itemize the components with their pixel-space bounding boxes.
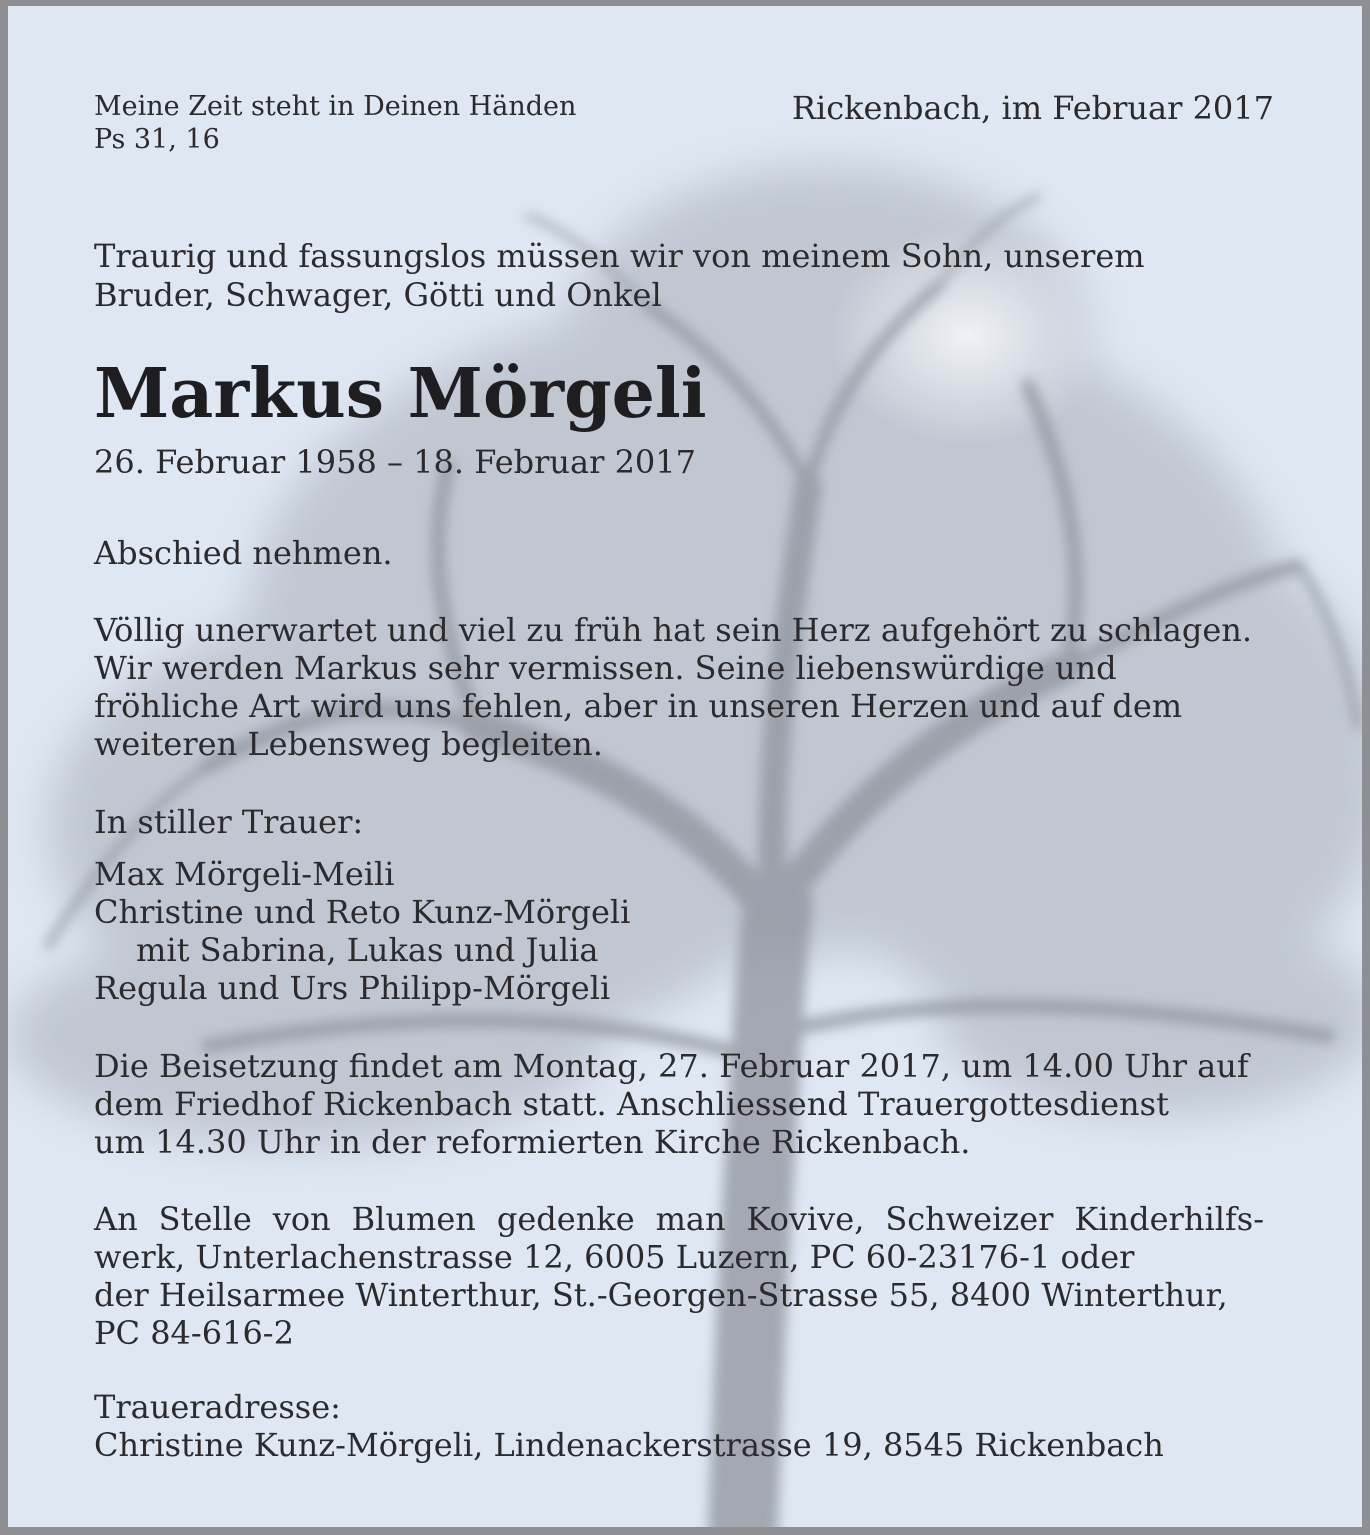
funeral-line-3: um 14.30 Uhr in der reformierten Kirche Rickenbach. [94, 1123, 971, 1161]
message-line-2: Wir werden Markus sehr vermissen. Seine liebenswürdige und [94, 649, 1117, 687]
intro-line-1: Traurig und fassungslos müssen wir von meinem Sohn, unserem [94, 237, 1145, 275]
intro-line-2: Bruder, Schwager, Götti und Onkel [94, 276, 662, 314]
mourner-name: Max Mörgeli-Meili [94, 855, 395, 893]
deceased-name: Markus Mörgeli [94, 354, 707, 434]
obituary-card [8, 6, 1362, 1527]
address-line: Christine Kunz-Mörgeli, Lindenackerstrasse 19, 8545 Rickenbach [94, 1426, 1164, 1464]
mourner-name-children: mit Sabrina, Lukas und Julia [136, 931, 599, 969]
donation-line-2: werk, Unterlachenstrasse 12, 6005 Luzern, PC 60-23176-1 oder [94, 1238, 1135, 1276]
funeral-line-2: dem Friedhof Rickenbach statt. Anschliessend Trauergottesdienst [94, 1085, 1169, 1123]
farewell-line: Abschied nehmen. [94, 534, 393, 572]
motto-reference: Ps 31, 16 [94, 124, 220, 155]
message-line-3: fröhliche Art wird uns fehlen, aber in unseren Herzen und auf dem [94, 687, 1183, 725]
funeral-line-1: Die Beisetzung findet am Montag, 27. Februar 2017, um 14.00 Uhr auf [94, 1047, 1249, 1085]
mourner-name: Christine und Reto Kunz-Mörgeli [94, 893, 631, 931]
address-heading: Traueradresse: [94, 1388, 341, 1426]
life-dates: 26. Februar 1958 – 18. Februar 2017 [94, 443, 696, 481]
motto-verse: Meine Zeit steht in Deinen Händen [94, 91, 577, 122]
mourners-heading: In stiller Trauer: [94, 803, 364, 841]
message-line-4: weiteren Lebensweg begleiten. [94, 725, 603, 763]
place-date: Rickenbach, im Februar 2017 [791, 89, 1274, 127]
donation-line-1: An Stelle von Blumen gedenke man Kovive, Schweizer Kinderhilfs- [94, 1200, 1264, 1238]
message-line-1: Völlig unerwartet und viel zu früh hat sein Herz aufgehört zu schlagen. [94, 611, 1253, 649]
donation-line-4: PC 84-616-2 [94, 1314, 294, 1352]
donation-line-3: der Heilsarmee Winterthur, St.-Georgen-Strasse 55, 8400 Winterthur, [94, 1276, 1228, 1314]
mourner-name: Regula und Urs Philipp-Mörgeli [94, 969, 611, 1007]
